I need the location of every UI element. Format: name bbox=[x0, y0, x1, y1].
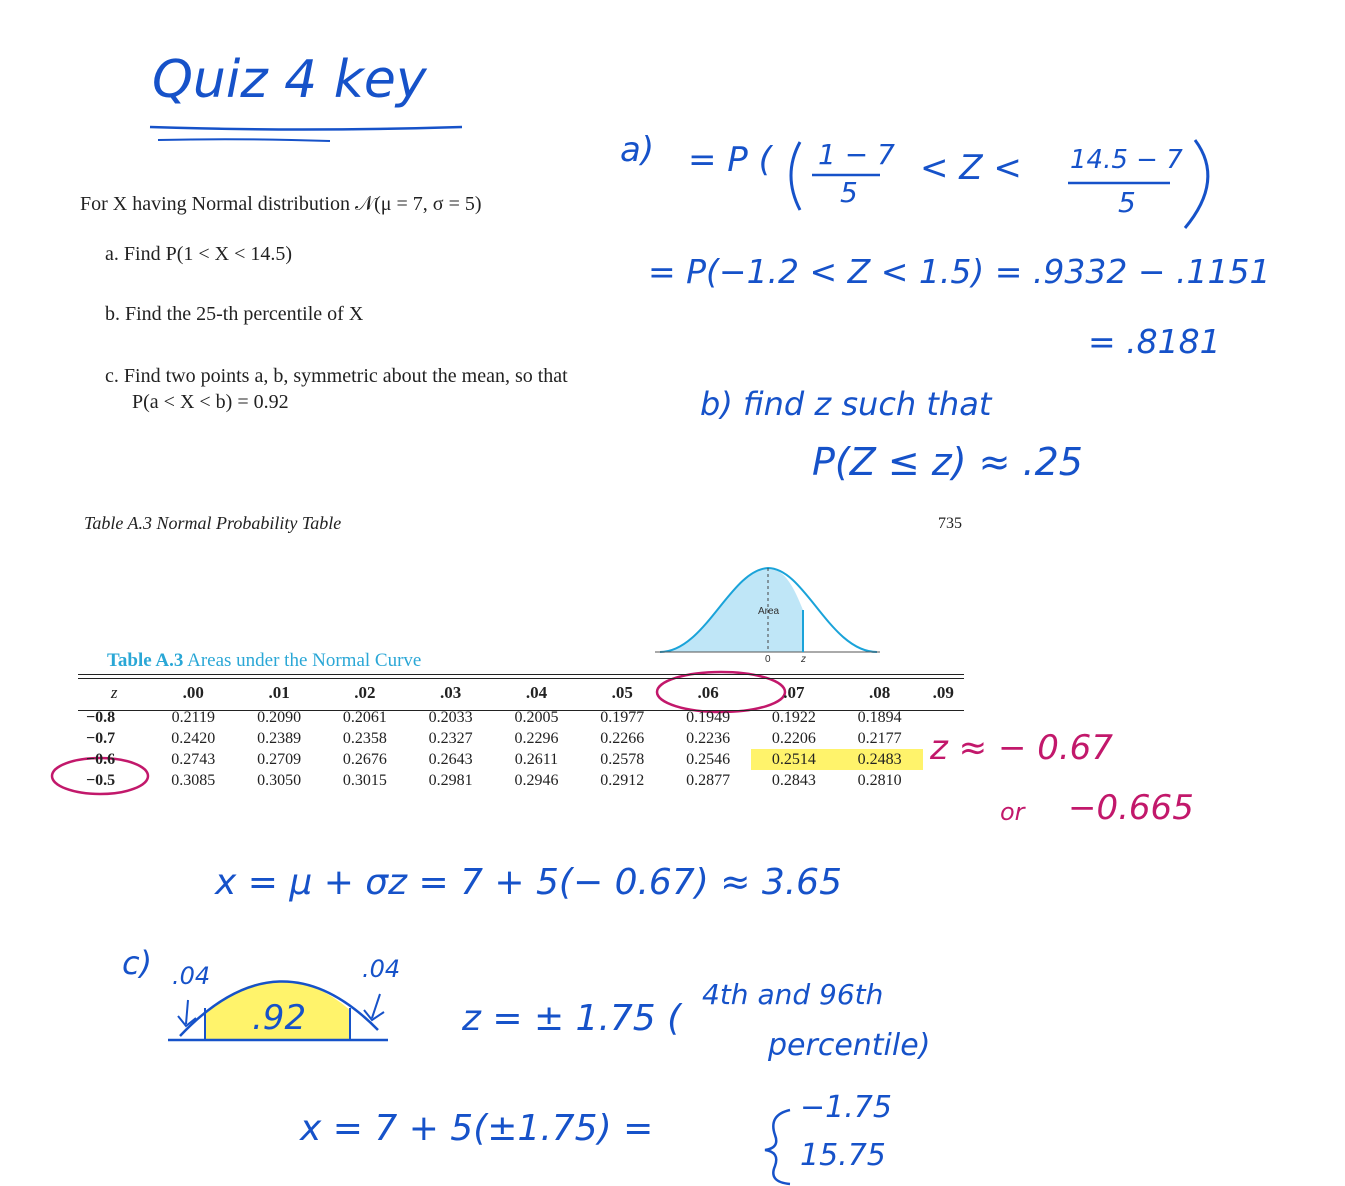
sol-a-label: a) bbox=[620, 130, 655, 170]
part-a-text: Find P(1 < X < 14.5) bbox=[123, 243, 293, 265]
cell: 0.2546 bbox=[686, 751, 731, 768]
table-row bbox=[78, 707, 964, 728]
cell: 0.3050 bbox=[257, 772, 302, 789]
cell: 0.2912 bbox=[600, 772, 645, 789]
results-brace bbox=[765, 1110, 790, 1184]
part-b-text: Find the 25-th percentile of X bbox=[125, 303, 364, 325]
cell: 0.1922 bbox=[771, 709, 816, 726]
cell: 0.2420 bbox=[171, 730, 216, 747]
cell: 0.2005 bbox=[514, 709, 559, 726]
cell: 0.2743 bbox=[171, 751, 216, 768]
cell: 0.2358 bbox=[342, 730, 387, 747]
col-header: .01 bbox=[268, 682, 290, 702]
z-table bbox=[78, 677, 964, 791]
cell: 0.1949 bbox=[686, 709, 731, 726]
col-header: .04 bbox=[525, 682, 548, 702]
cell: 0.2236 bbox=[686, 730, 731, 747]
row-z: −0.5 bbox=[86, 772, 116, 789]
cell: 0.2676 bbox=[342, 751, 387, 768]
col-header: .03 bbox=[440, 682, 462, 702]
table-caption-bold: Table A.3 bbox=[107, 650, 184, 671]
cell: 0.2266 bbox=[600, 730, 645, 747]
cell: 0.2578 bbox=[600, 751, 645, 768]
paren-open bbox=[791, 142, 800, 210]
curve-shaded-area bbox=[660, 568, 803, 652]
cell: 0.2611 bbox=[514, 751, 559, 768]
problem-intro: For X having Normal distribution 𝒩(μ = 7, σ = 5) bbox=[80, 193, 482, 215]
part-c-label: c. bbox=[105, 365, 119, 387]
col-header: .02 bbox=[354, 682, 376, 702]
cell-empty bbox=[923, 770, 964, 791]
part-c-text: Find two points a, b, symmetric about the mean, so that bbox=[123, 365, 568, 387]
cell: 0.2981 bbox=[428, 772, 473, 789]
sol-a-line3: = .8181 bbox=[1088, 322, 1221, 361]
row-z: −0.7 bbox=[86, 730, 116, 747]
cell: 0.2206 bbox=[771, 730, 816, 747]
problem-part-a bbox=[105, 243, 292, 266]
sol-c-result-1: −1.75 bbox=[800, 1090, 892, 1125]
problem-part-b bbox=[105, 303, 363, 326]
col-header: .05 bbox=[611, 682, 633, 702]
paren-close bbox=[1185, 140, 1208, 228]
title-underline-2 bbox=[158, 139, 330, 141]
col-header: .00 bbox=[182, 682, 204, 702]
arrow-right bbox=[364, 994, 384, 1020]
sol-c-note-1: 4th and 96th bbox=[702, 978, 884, 1011]
sol-c-result-2: 15.75 bbox=[800, 1138, 886, 1173]
z-approx: z ≈ − 0.67 bbox=[930, 728, 1113, 768]
cell: 0.2877 bbox=[686, 772, 731, 789]
row-z: −0.8 bbox=[86, 709, 116, 726]
col-header: .06 bbox=[697, 682, 719, 702]
center-area-label: .92 bbox=[252, 998, 307, 1038]
or-label: or bbox=[1000, 798, 1025, 826]
sol-a-frac2-num: 14.5 − 7 bbox=[1070, 145, 1183, 175]
cell: 0.3085 bbox=[171, 772, 216, 789]
zero-label: 0 bbox=[765, 654, 771, 665]
sol-c-note-2: percentile) bbox=[768, 1028, 931, 1063]
part-c-condition: P(a < X < b) = 0.92 bbox=[132, 391, 289, 413]
sol-b-line2: P(Z ≤ z) ≈ .25 bbox=[812, 440, 1083, 484]
z-axis-label: z bbox=[801, 654, 806, 665]
sol-b-line1: b) find z such that bbox=[700, 385, 992, 423]
sol-c-label: c) bbox=[122, 944, 153, 982]
cell: 0.2946 bbox=[514, 772, 559, 789]
row-z: −0.6 bbox=[86, 751, 116, 768]
cell: 0.2810 bbox=[857, 772, 902, 789]
sol-a-frac1-num: 1 − 7 bbox=[818, 138, 895, 171]
col-header: .07 bbox=[783, 682, 805, 702]
table-caption-rest: Areas under the Normal Curve bbox=[187, 650, 422, 671]
cell: 0.2389 bbox=[257, 730, 302, 747]
cell: 0.2033 bbox=[428, 709, 473, 726]
cell-highlighted: 0.2483 bbox=[837, 749, 923, 770]
table-header-left: Table A.3 Normal Probability Table bbox=[84, 513, 342, 533]
col-header: .08 bbox=[869, 682, 891, 702]
table-header-row bbox=[78, 677, 964, 707]
cell: 0.2709 bbox=[257, 751, 302, 768]
page-number: 735 bbox=[938, 515, 962, 532]
tail-left-label: .04 bbox=[172, 962, 211, 990]
tail-right-label: .04 bbox=[362, 955, 401, 983]
title-underline bbox=[150, 127, 462, 130]
normal-curve-figure bbox=[655, 560, 885, 670]
cell: 0.3015 bbox=[342, 772, 387, 789]
table-row bbox=[78, 770, 964, 791]
table-rule-top bbox=[78, 674, 964, 675]
cell-empty bbox=[923, 707, 964, 728]
problem-part-c bbox=[105, 365, 568, 388]
sol-a-frac1-den: 5 bbox=[840, 176, 858, 209]
part-b-label: b. bbox=[105, 303, 120, 325]
table-row bbox=[78, 749, 964, 770]
cell: 0.2119 bbox=[171, 709, 215, 726]
part-a-label: a. bbox=[105, 243, 119, 265]
cell: 0.2296 bbox=[514, 730, 559, 747]
z-alt: −0.665 bbox=[1068, 788, 1194, 828]
col-header: z bbox=[110, 682, 118, 702]
cell: 0.1894 bbox=[857, 709, 902, 726]
col-header: .09 bbox=[932, 682, 954, 702]
cell: 0.1977 bbox=[600, 709, 645, 726]
cell: 0.2643 bbox=[428, 751, 473, 768]
sol-c-x-line: x = 7 + 5(±1.75) = bbox=[300, 1108, 654, 1149]
sol-c-z-line: z = ± 1.75 ( bbox=[462, 998, 682, 1039]
table-row bbox=[78, 728, 964, 749]
x-formula-b: x = μ + σz = 7 + 5(− 0.67) ≈ 3.65 bbox=[215, 862, 842, 903]
area-label: Area bbox=[758, 606, 780, 617]
sol-a-prefix: = P ( bbox=[688, 140, 772, 180]
quiz-title: Quiz 4 key bbox=[152, 50, 427, 110]
cell: 0.2177 bbox=[857, 730, 902, 747]
sol-a-line2: = P(−1.2 < Z < 1.5) = .9332 − .1151 bbox=[648, 252, 1271, 291]
cell: 0.2327 bbox=[428, 730, 473, 747]
cell: 0.2843 bbox=[771, 772, 816, 789]
cell: 0.2061 bbox=[342, 709, 387, 726]
cell: 0.2090 bbox=[257, 709, 302, 726]
sol-a-middle: < Z < bbox=[920, 148, 1022, 188]
sol-a-frac2-den: 5 bbox=[1118, 186, 1136, 219]
table-caption bbox=[107, 650, 421, 672]
cell-highlighted: 0.2514 bbox=[751, 749, 837, 770]
